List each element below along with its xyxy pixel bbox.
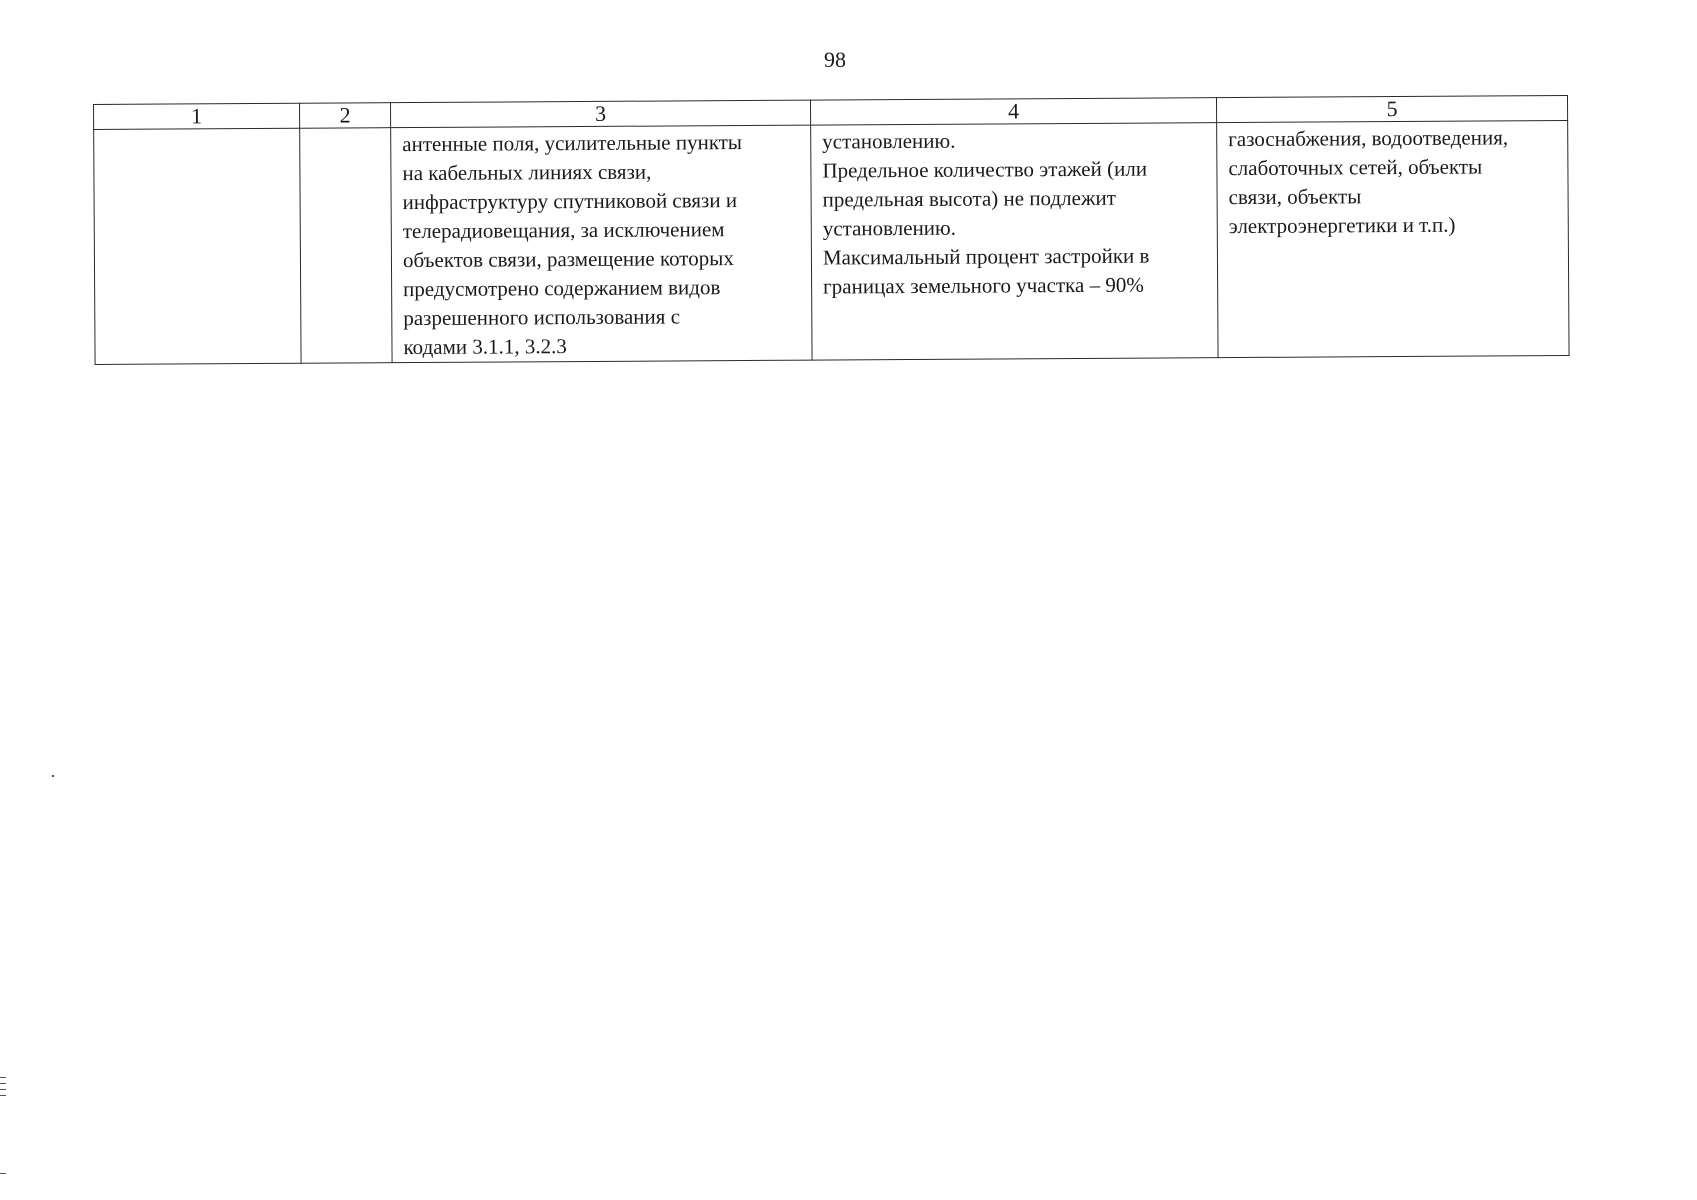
column-header-3: 3 [390, 100, 810, 128]
scan-speck [0, 1095, 6, 1096]
cell-col3-line: объектов связи, размещение которых [402, 246, 734, 273]
cell-col5 [1217, 120, 1569, 357]
cell-col4-line: предельная высота) не подлежит [822, 185, 1116, 212]
cell-col4-line: установлению. [822, 128, 956, 154]
cell-col4-line: Максимальный процент застройки в [822, 243, 1150, 270]
column-header-4: 4 [810, 98, 1216, 125]
cell-col4-line: границах земельного участка – 90% [823, 272, 1144, 299]
cell-col4-line: установлению. [822, 215, 957, 241]
column-header-1: 1 [94, 103, 300, 129]
cell-col5-line: связи, объекты [1228, 184, 1362, 210]
cell-col5-line: газоснабжения, водоотведения, [1228, 125, 1509, 152]
cell-col5-line: электроэнергетики и т.п.) [1228, 212, 1456, 239]
zoning-table [93, 95, 1570, 365]
cell-col3-line: предусмотрено содержанием видов [403, 275, 721, 302]
cell-col1 [94, 128, 301, 364]
page-number: 98 [824, 47, 846, 72]
column-header-5: 5 [1216, 95, 1567, 122]
cell-col5-line: слаботочных сетей, объекты [1228, 154, 1483, 181]
cell-col3 [391, 125, 812, 363]
cell-col3-line: инфраструктуру спутниковой связи и [402, 188, 738, 215]
scan-speck [0, 1173, 6, 1174]
cell-col3-line: разрешенного использования с [403, 304, 681, 331]
cell-col3-line: на кабельных линиях связи, [402, 159, 652, 186]
scan-speck [0, 1077, 6, 1078]
column-header-2: 2 [299, 103, 390, 129]
scan-speck [0, 1089, 6, 1090]
table-row [94, 120, 1569, 364]
cell-col3-line: кодами 3.1.1, 3.2.3 [403, 334, 567, 360]
cell-col4-line: Предельное количество этажей (или [822, 156, 1148, 183]
cell-col4 [811, 123, 1218, 360]
cell-col2 [300, 128, 392, 364]
scan-speck [52, 775, 54, 777]
cell-col3-line: антенные поля, усилительные пункты [402, 130, 743, 157]
scan-speck [0, 1083, 6, 1084]
cell-col3-line: телерадиовещания, за исключением [402, 217, 725, 244]
